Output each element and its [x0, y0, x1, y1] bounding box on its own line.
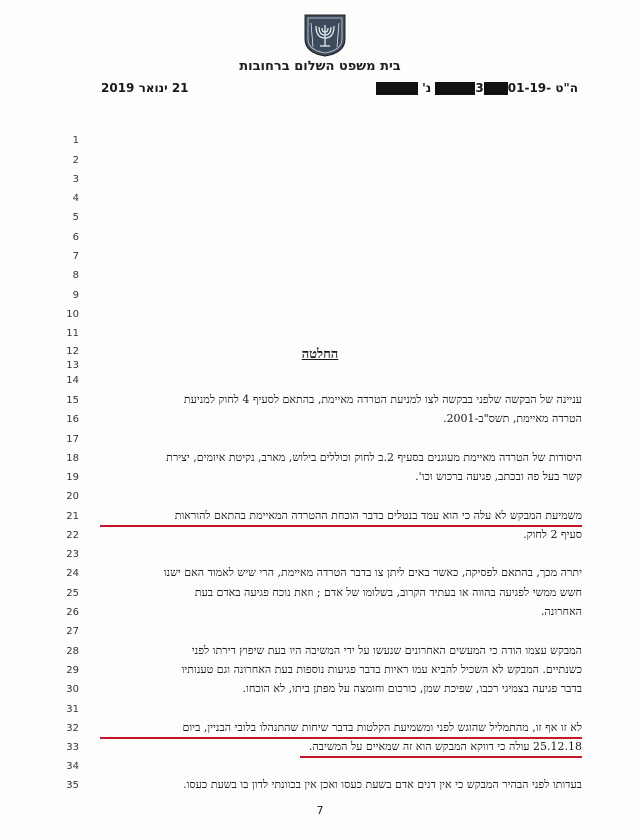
line-number: 17	[66, 434, 79, 445]
paragraph-line: הטרדה מאיימת, תשס"ב-2001.	[443, 412, 582, 425]
paragraph-line: היסודות של הטרדה מאיימת מעוגנים בסעיף 2.ב לחוק וכוללים בילוש, מארב, נקיטת איומים, יצירת	[166, 451, 582, 464]
line-number: 19	[66, 472, 79, 483]
header-row	[0, 81, 640, 99]
paragraph-line: קשר בעל פה ובכתב, פגיעה ברכוש וכו'.	[415, 470, 582, 483]
line-number: 13	[66, 360, 79, 371]
line-number: 6	[72, 232, 79, 243]
line-number: 2	[72, 155, 79, 166]
line-number: 31	[66, 704, 79, 715]
line-number: 11	[66, 328, 79, 339]
line-number: 35	[66, 780, 79, 791]
decision-title: החלטה	[301, 347, 339, 362]
line-number: 23	[66, 549, 79, 560]
line-number: 27	[66, 626, 79, 637]
line-number: 26	[66, 607, 79, 618]
paragraph-line: 25.12.18 עולה כי דווקא המבקש הוא זה שמאיים על המשיבה.	[308, 740, 582, 753]
line-number: 33	[66, 742, 79, 753]
line-number: 20	[66, 491, 79, 502]
paragraph-line: יתרה מכך, בהתאם לפסיקה, כאשר באים ליתן צו בדבר הטרדה מאיימת, הרי שיש לאמוד האם ישנו	[163, 566, 582, 579]
vs-label: נ'	[422, 81, 432, 95]
case-number	[376, 81, 578, 95]
page-number: 7	[316, 804, 324, 817]
line-number: 18	[66, 453, 79, 464]
line-number: 9	[72, 290, 79, 301]
line-number: 34	[66, 761, 79, 772]
court-name: בית משפט השלום ברחובות	[239, 59, 401, 74]
line-number: 1	[72, 135, 79, 146]
highlight-underline	[100, 525, 582, 527]
line-number: 12	[66, 346, 79, 357]
line-number: 3	[72, 174, 79, 185]
line-number: 28	[66, 646, 79, 657]
line-number: 16	[66, 414, 79, 425]
line-number: 22	[66, 530, 79, 541]
paragraph-line: משמיעת המבקש לא עלה כי הוא עמד בנטלים בדבר הוכחת ההטרדה המאיימת בהתאם להוראות	[174, 509, 582, 522]
line-number: 8	[72, 270, 79, 281]
line-number: 24	[66, 568, 79, 579]
paragraph-line: בדבר פגיעה בצמיגי רכבו, שפיכת שמן, כורכום וחומצה על מפתן ביתו, לא הוכחו.	[242, 682, 582, 695]
line-number: 10	[66, 309, 79, 320]
case-number-part: -01-19	[507, 81, 552, 95]
line-number: 32	[66, 723, 79, 734]
paragraph-line: כשנתיים. המבקש לא השכיל להביא עמו ראיות בדבר פגיעות נוספות בעת האחרונה וגם טענותיו	[181, 663, 582, 676]
redaction-block	[376, 82, 418, 95]
line-number: 15	[66, 395, 79, 406]
case-digit: 3	[475, 81, 484, 95]
paragraph-line: לא זו אף זו, מהתמליל שהוגש לפני ומשמיעת הקלטות בדבר שיחות שהתנהלו בלובי הבניין, ביום	[182, 721, 582, 734]
line-number: 25	[66, 588, 79, 599]
line-number: 5	[72, 212, 79, 223]
line-number: 29	[66, 665, 79, 676]
paragraph-line: עניינה של הבקשה שלפני בבקשה לצו למניעת הטרדה מאיימת, בהתאם לסעיף 4 לחוק למניעת	[183, 393, 582, 406]
paragraph-line: סעיף 2 לחוק.	[523, 528, 582, 541]
paragraph-line: חשש ממשי לפגיעה בהווה או בעתיד הקרוב, בשלומו של אדם ; וזאת נוכח פגיעה באדם בעת	[194, 586, 582, 599]
paragraph-line: בעדותו לפני הבהיר המבקש כי אין דנים אדם בשעת כעסו ואכן אין בכוונתי לדון בו בשעת כעסו.	[183, 778, 582, 791]
state-emblem-icon	[302, 13, 348, 57]
line-number: 7	[72, 251, 79, 262]
redaction-block	[435, 82, 475, 95]
line-number: 14	[66, 375, 79, 386]
highlight-underline	[300, 756, 582, 758]
redaction-block	[484, 82, 508, 95]
line-number: 21	[66, 511, 79, 522]
decision-date: 21 ינואר 2019	[101, 81, 189, 95]
case-prefix: ה"ט	[555, 81, 578, 95]
paragraph-line: האחרונה.	[540, 605, 582, 618]
line-number: 4	[72, 193, 79, 204]
paragraph-line: המבקש עצמו הודה כי המעשים האחרונים שנעשו על ידי המשיבה היו בעת שיפוץ דירתו לפני	[191, 644, 582, 657]
highlight-underline	[100, 737, 582, 739]
line-number: 30	[66, 684, 79, 695]
